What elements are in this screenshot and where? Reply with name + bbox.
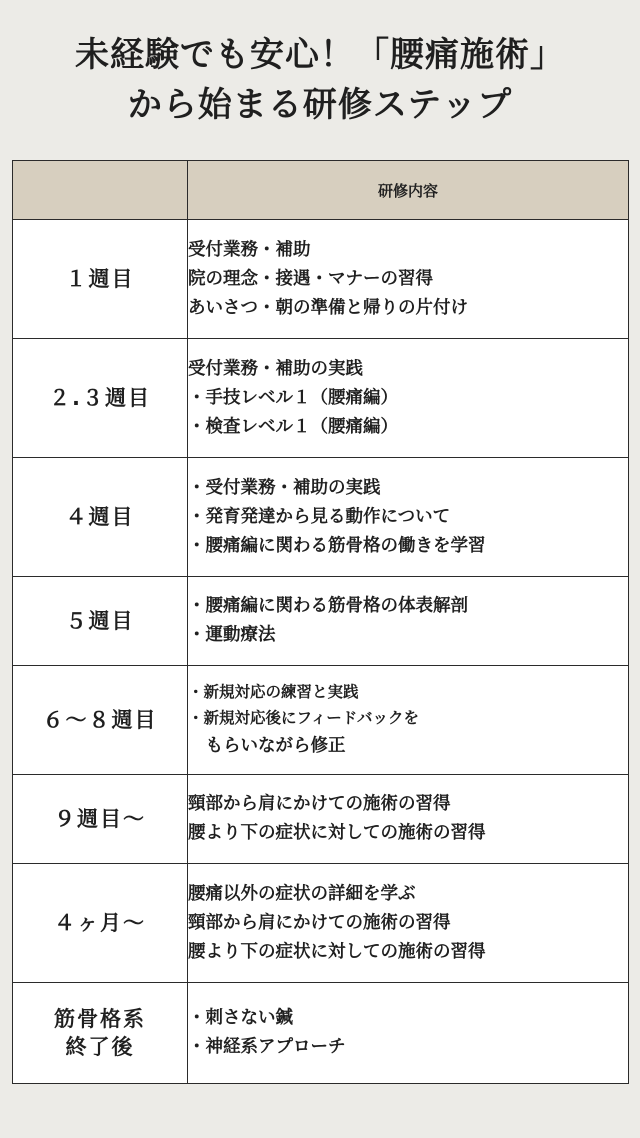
week-cell [13,666,188,775]
week-label: ９週目～ [54,807,146,831]
content-line: 受付業務・補助の実践 [188,358,363,379]
content-line: ・新規対応の練習と実践 [188,683,359,701]
week-cell [13,458,188,577]
content-line: ・受付業務・補助の実践 [188,477,381,498]
content-line: 腰より下の症状に対しての施術の習得 [188,941,486,962]
content-cell [188,666,629,775]
table-row [13,775,629,864]
content-cell [188,339,629,458]
content-line: 頸部から肩にかけての施術の習得 [188,794,451,814]
table-row [13,577,629,666]
table-header-row [13,161,629,220]
content-line: ・検査レベル１（腰痛編） [188,416,398,437]
week-cell [13,983,188,1084]
content-cell [188,775,629,864]
content-line: ・神経系アプローチ [188,1037,346,1057]
content-cell [188,983,629,1084]
training-schedule-table [12,160,629,1084]
week-cell [13,775,188,864]
week-label: ４週目 [65,505,135,529]
content-line: ・運動療法 [188,625,276,645]
content-line: ・刺さない鍼 [188,1008,293,1028]
content-line: 受付業務・補助 [188,239,311,260]
header-content-cell: 研修内容 [188,161,629,220]
content-line: ・手技レベル１（腰痛編） [188,387,398,408]
content-cell [188,220,629,339]
week-label: ６～８週目 [42,708,158,732]
table-row [13,339,629,458]
week-label: ２.３週目 [49,386,151,410]
table-row [13,220,629,339]
week-label: ４ヶ月～ [54,911,146,935]
content-line: ・腰痛編に関わる筋骨格の働きを学習 [188,535,486,556]
table-row [13,983,629,1084]
content-line: 頸部から肩にかけての施術の習得 [188,912,451,933]
content-cell [188,458,629,577]
week-label: 終了後 [65,1035,135,1059]
content-line: 院の理念・接遇・マナーの習得 [188,268,433,289]
content-cell [188,577,629,666]
table-row [13,666,629,775]
content-line: もらいながら修正 [188,736,346,756]
content-line: 腰痛以外の症状の詳細を学ぶ [188,883,416,904]
content-line: 腰より下の症状に対しての施術の習得 [188,823,486,843]
content-line: あいさつ・朝の準備と帰りの片付け [188,297,468,318]
content-line: ・新規対応後にフィードバックを [188,709,419,727]
content-line: ・発育発達から見る動作について [188,506,451,527]
content-line: ・腰痛編に関わる筋骨格の体表解剖 [188,596,468,616]
page-title [0,30,640,130]
week-cell [13,220,188,339]
title-line-1: 未経験でも安心！「腰痛施術」 [75,35,565,75]
week-label: 筋骨格系 [54,1007,146,1031]
header-week-cell [13,161,188,220]
week-label: ５週目 [65,609,135,633]
week-cell [13,577,188,666]
title-line-2: から始まる研修ステップ [127,85,513,125]
week-cell [13,864,188,983]
table-row [13,458,629,577]
content-cell [188,864,629,983]
week-cell [13,339,188,458]
week-label: １週目 [65,267,135,291]
table-row [13,864,629,983]
